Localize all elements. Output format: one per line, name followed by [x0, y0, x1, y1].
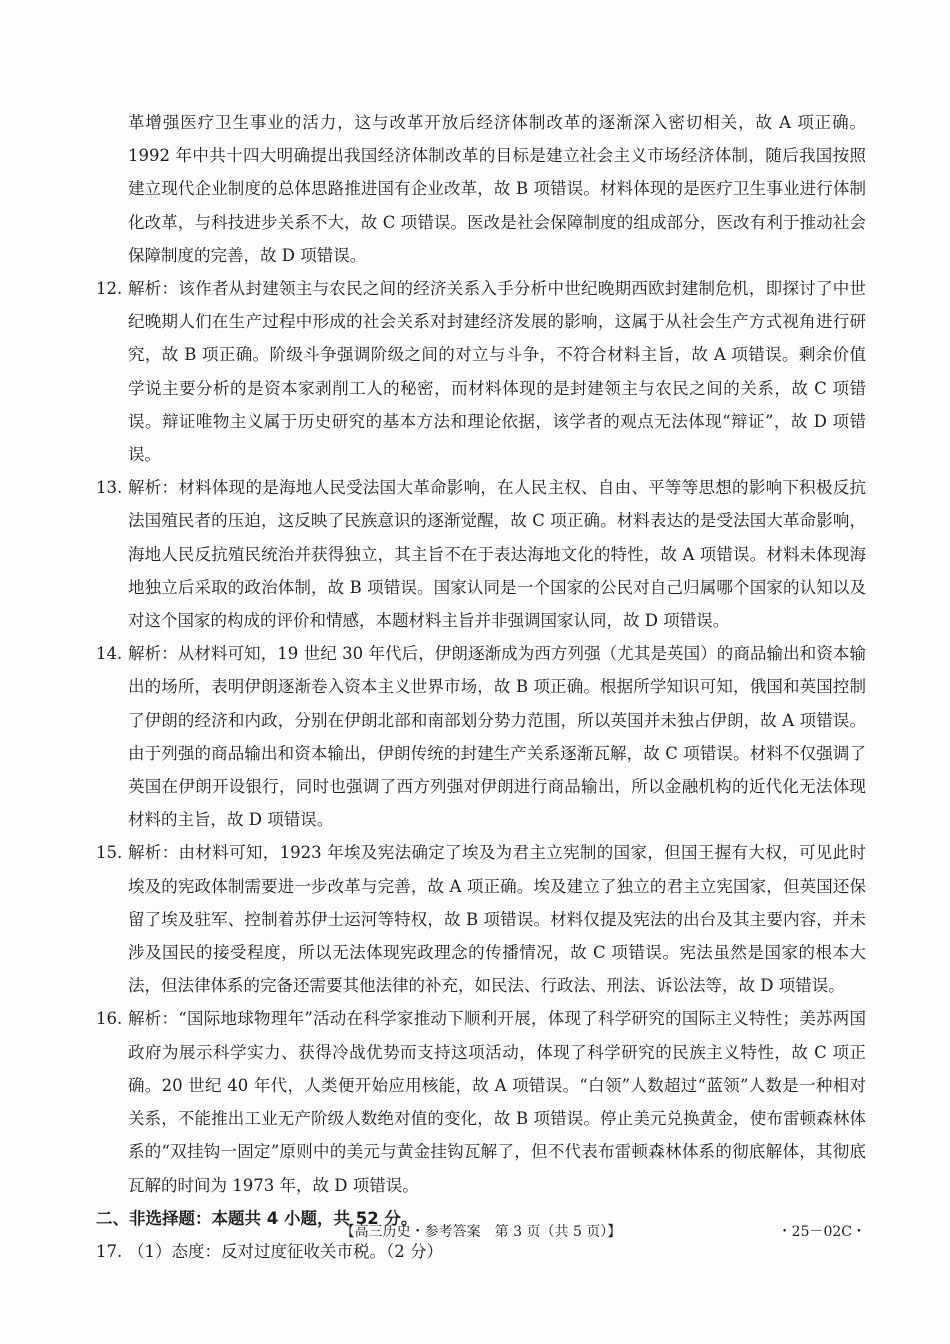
q11-continued: 革增强医疗卫生事业的活力，这与改革开放后经济体制改革的逐渐深入密切相关，故 A 项正确。1992 年中共十四大明确提出我国经济体制改革的目标是建立社会主义市场经济体制，随后我国按照建立现代企业制度的总体思路推进国有企业改革，故 B 项错误。材料体现的是医疗卫生事业进行体制化改革，与科技进步关系不大，故 C 项错误。医改是社会保障制度的组成部分，医改有利于推动社会保障制度的完善，故 D 项错误。 [128, 113, 866, 265]
answer-text: 解析：“国际地球物理年”活动在科学家推动下顺利开展，体现了科学研究的国际主义特性；美苏两国政府为展示科学实力、获得冷战优势而支持这项活动，体现了科学研究的民族主义特性，故 C 项正确。20 世纪 40 年代，人类便开始应用核能，故 A 项错误。“白领”人数超过“蓝领”人数是一种相对关系，不能推出工业无产阶级人数绝对值的变化，故 B 项错误。停止美元兑换黄金，使布雷顿森林体系的“双挂钩一固定”原则中的美元与黄金挂钩瓦解了，但不代表布雷顿森林体系的彻底解体，其彻底瓦解的时间为 1973 年，故 D 项错误。 [128, 1009, 866, 1195]
question-number: 14. [96, 644, 123, 664]
question-number: 15. [96, 843, 123, 863]
answer-text: 解析：材料体现的是海地人民受法国大革命影响，在人民主权、自由、平等等思想的影响下积极反抗法国殖民者的压迫，这反映了民族意识的逐渐觉醒，故 C 项正确。材料表达的是受法国大革命影响，海地人民反抗殖民统治并获得独立，其主旨不在于表达海地文化的特性，故 A 项错误。材料未体现海地独立后采取的政治体制，故 B 项错误。国家认同是一个国家的公民对自己归属哪个国家的认知以及对这个国家的构成的评价和情感，本题材料主旨并非强调国家认同，故 D 项错误。 [128, 478, 866, 631]
q14-answer [96, 637, 866, 836]
question-number: 16. [96, 1009, 123, 1029]
answer-text: 解析：由材料可知，1923 年埃及宪法确定了埃及为君主立宪制的国家，但国王握有大权，可见此时埃及的宪政体制需要进一步改革与完善，故 A 项正确。埃及建立了独立的君主立宪国家，但英国还保留了埃及驻军、控制着苏伊士运河等特权，故 B 项错误。材料仅提及宪法的出台及其主要内容，并未涉及国民的接受程度，所以无法体现宪政理念的传播情况，故 C 项错误。宪法虽然是国家的根本大法，但法律体系的完备还需要其他法律的补充，如民法、行政法、刑法、诉讼法等，故 D 项错误。 [128, 843, 866, 996]
page-indicator: 【高三历史・参考答案 第 3 页（共 5 页）】 [340, 1224, 622, 1240]
exam-code: ・25－02C・ [777, 1224, 866, 1240]
question-number: 17. [96, 1241, 123, 1261]
q12-answer [96, 272, 866, 471]
answer-text: （1）态度：反对过度征收关市税。（2 分） [128, 1241, 443, 1261]
answer-page [96, 106, 866, 1268]
q16-answer [96, 1002, 866, 1201]
question-number: 13. [96, 478, 123, 498]
answer-text: 解析：从材料可知，19 世纪 30 年代后，伊朗逐渐成为西方列强（尤其是英国）的商品输出和资本输出的场所，表明伊朗逐渐卷入资本主义世界市场，故 B 项正确。根据所学知识可知，俄国和英国控制了伊朗的经济和内政，分别在伊朗北部和南部划分势力范围，所以英国并未独占伊朗，故 A 项错误。由于列强的商品输出和资本输出，伊朗传统的封建生产关系逐渐瓦解，故 C 项错误。材料不仅强调了英国在伊朗开设银行，同时也强调了西方列强对伊朗进行商品输出，所以金融机构的近代化无法体现材料的主旨，故 D 项错误。 [128, 644, 866, 830]
section-heading: 二、非选择题：本题共 4 小题，共 52 分。 [96, 1208, 418, 1228]
answer-text: 解析：该作者从封建领主与农民之间的经济关系入手分析中世纪晚期西欧封建制危机，即探讨了中世纪晚期人们在生产过程中形成的社会关系对封建经济发展的影响，这属于从社会生产方式视角进行研究，故 B 项正确。阶级斗争强调阶级之间的对立与斗争，不符合材料主旨，故 A 项错误。剩余价值学说主要分析的是资本家剥削工人的秘密，而材料体现的是封建领主与农民之间的关系，故 C 项错误。辩证唯物主义属于历史研究的基本方法和理论依据，该学者的观点无法体现“辩证”，故 D 项错误。 [128, 279, 866, 465]
q15-answer [96, 836, 866, 1002]
question-number: 12. [96, 279, 123, 299]
q13-answer [96, 471, 866, 637]
